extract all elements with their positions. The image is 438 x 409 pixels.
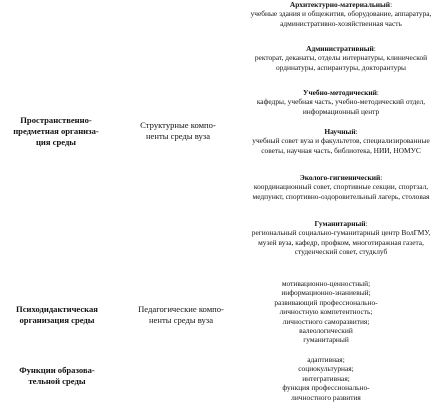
component-description: учебные здания и общежития, оборудование, аппаратура, административно-хозяйственная часть bbox=[250, 9, 432, 28]
row-label-line: ция среды bbox=[35, 137, 77, 147]
component-description: координационный совет, спортивные секции, спортзал, медпункт, спортивно-оздоровительный лагерь, столовая bbox=[252, 182, 430, 201]
list-item: гуманитарный bbox=[303, 335, 349, 345]
pedagogical-components-list bbox=[246, 279, 406, 345]
component-description: учебный совет вуза и факультетов, специализированные советы, научная часть, библиотека, НИИ, НОМУС bbox=[252, 136, 430, 155]
list-item: личностного развития bbox=[291, 392, 361, 402]
component-title: Архитектурно-материальный: bbox=[289, 0, 393, 9]
row-label-line: Пространственно- bbox=[20, 115, 92, 125]
structure-label-line: Педагогические компо- bbox=[138, 304, 224, 314]
list-item: личностную компетентность; bbox=[279, 307, 373, 317]
component-eco-hygienic bbox=[246, 173, 436, 201]
component-title: Административный: bbox=[306, 44, 376, 53]
component-title: Гуманитарный: bbox=[314, 219, 368, 228]
list-item: функция профессионально- bbox=[282, 383, 370, 393]
component-description: кафедры, учебная часть, учебно-методический отдел, информационный центр bbox=[256, 97, 426, 116]
structure-label-line: ненты среды вуза bbox=[148, 315, 214, 325]
row-label-line: организация среды bbox=[19, 315, 95, 325]
list-item: социокультурная; bbox=[298, 364, 354, 374]
list-item: адаптивная; bbox=[307, 355, 345, 364]
component-description: региональный социально-гуманитарный центр ВолГМУ, музей вуза, кафедр, профком, многотиражная газета, студенческий совет, студклуб bbox=[251, 228, 431, 257]
row-label-line: предметная организа- bbox=[13, 126, 99, 136]
component-architectural bbox=[246, 0, 436, 28]
component-scientific bbox=[246, 127, 436, 155]
structure-label-psychodidactic bbox=[126, 304, 236, 326]
list-item: мотивационно-ценностный; bbox=[281, 279, 371, 288]
row-label-line: Функции образова- bbox=[19, 365, 95, 375]
structure-label-line: Структурные компо- bbox=[140, 120, 216, 130]
functions-list bbox=[246, 355, 406, 402]
list-item: интегративная; bbox=[302, 373, 350, 383]
component-description: ректорат, деканаты, отделы интернатуры, клинической ординатуры, аспирантуры, докторантуры bbox=[254, 53, 428, 72]
component-title: Научный: bbox=[324, 127, 358, 136]
structure-label-line: ненты среды вуза bbox=[145, 131, 211, 141]
row-label-line: Психодидактическая bbox=[16, 304, 98, 314]
row-label-line: тельной среды bbox=[28, 376, 86, 386]
row-label-psychodidactic bbox=[2, 304, 112, 326]
list-item: личностного саморазвития; bbox=[282, 316, 370, 326]
component-administrative bbox=[246, 44, 436, 72]
component-educational-methodical bbox=[246, 88, 436, 116]
list-item: информационно-знаниевый; bbox=[281, 288, 371, 298]
list-item: развивающий профессионально- bbox=[274, 297, 378, 307]
list-item: валеологический bbox=[299, 326, 353, 336]
component-title: Учебно-методический: bbox=[303, 88, 379, 97]
row-label-spatial bbox=[2, 115, 110, 148]
component-title: Эколого-гигиенический: bbox=[299, 173, 383, 182]
structure-label-spatial bbox=[126, 120, 230, 142]
component-humanitarian bbox=[246, 219, 436, 257]
row-label-functions bbox=[2, 365, 112, 387]
